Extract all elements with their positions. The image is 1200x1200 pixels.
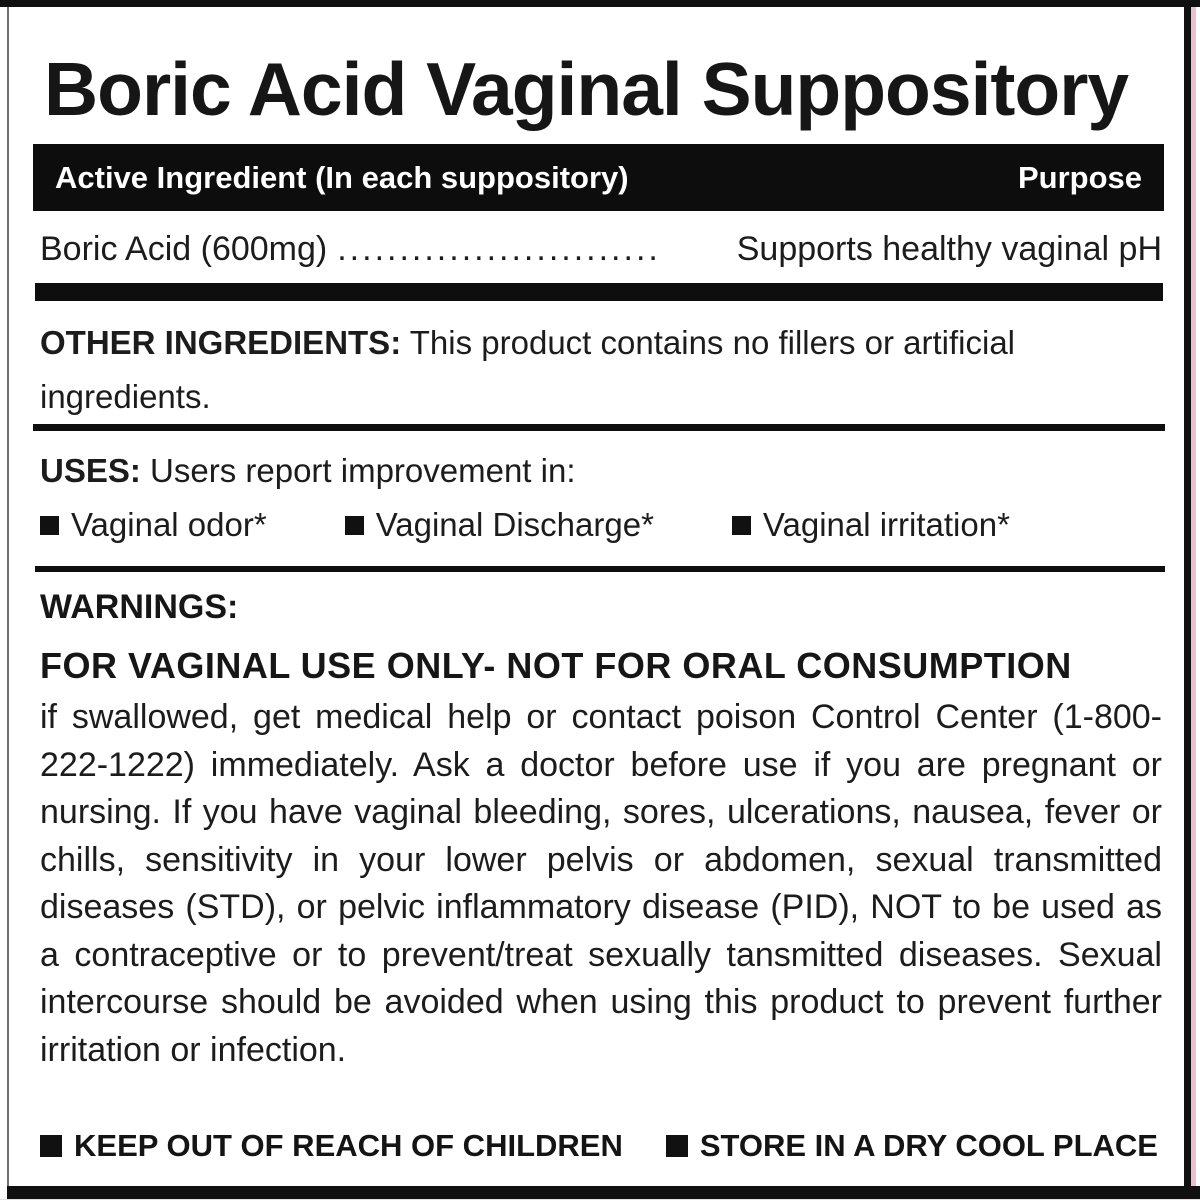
storage-footer — [40, 1128, 1158, 1164]
leader-dots: .......................... — [337, 230, 661, 268]
uses-section — [40, 452, 576, 490]
active-ingredient-header-bar — [33, 144, 1164, 211]
section-divider-thick — [35, 283, 1163, 301]
bullet-square-icon — [40, 1135, 62, 1157]
other-ingredients-label: OTHER INGREDIENTS: — [40, 324, 402, 361]
purpose-header-label: Purpose — [1017, 159, 1142, 195]
label-right-border — [1184, 7, 1191, 1186]
bullet-square-icon — [40, 516, 59, 535]
other-ingredients-section — [40, 316, 1140, 424]
product-title: Boric Acid Vaginal Suppository — [44, 47, 1129, 131]
footer-item-label: STORE IN A DRY COOL PLACE — [699, 1128, 1158, 1163]
active-ingredient-header-label: Active Ingredient (In each suppository) — [55, 159, 629, 195]
bullet-square-icon — [666, 1135, 688, 1157]
bullet-square-icon — [345, 516, 364, 535]
warnings-label: WARNINGS: — [40, 588, 239, 626]
ingredient-name: Boric Acid (600mg) — [40, 230, 328, 268]
uses-item-label: Vaginal odor* — [71, 506, 267, 543]
section-divider-warnings — [35, 566, 1165, 572]
label-bottom-border — [7, 1186, 1200, 1199]
label-top-border — [0, 0, 1200, 7]
label-right-edge-pink — [1191, 7, 1196, 1186]
uses-item-list — [40, 506, 1010, 544]
warnings-headline: FOR VAGINAL USE ONLY- NOT FOR ORAL CONSUMPTION — [40, 645, 1072, 686]
bullet-square-icon — [732, 516, 751, 535]
list-item — [732, 506, 1010, 544]
footer-item-label: KEEP OUT OF REACH OF CHILDREN — [74, 1128, 623, 1163]
active-ingredient-row — [40, 230, 1162, 269]
uses-intro: Users report improvement in: — [140, 452, 576, 489]
label-left-border — [7, 7, 9, 1186]
section-divider-uses — [33, 424, 1165, 431]
list-item — [345, 506, 654, 544]
warnings-body-text: if swallowed, get medical help or contact poison Control Center (1-800-222-1222) immediately. Ask a doctor before use if you are pregnant or nursing. If you have vaginal bleeding, sores, ulcerations, nausea, fever or chills, sensitivity in your lower pelvis or abdomen, sexual transmitted diseases (STD), or pelvic inflammatory disease (PID), NOT to be used as a contraceptive or to prevent/treat sexually tansmitted diseases. Sexual intercourse should be avoided when using this product to prevent further irritation or infection. — [40, 698, 1162, 1069]
list-item — [40, 1128, 623, 1164]
uses-label: USES: — [40, 452, 141, 489]
other-ingredients-text: This product contains no fillers or artificial ingredients. — [40, 324, 1016, 415]
uses-item-label: Vaginal Discharge* — [375, 506, 654, 543]
list-item — [666, 1128, 1158, 1164]
uses-item-label: Vaginal irritation* — [762, 506, 1010, 543]
purpose-value: Supports healthy vaginal pH — [736, 230, 1162, 268]
list-item — [40, 506, 267, 544]
